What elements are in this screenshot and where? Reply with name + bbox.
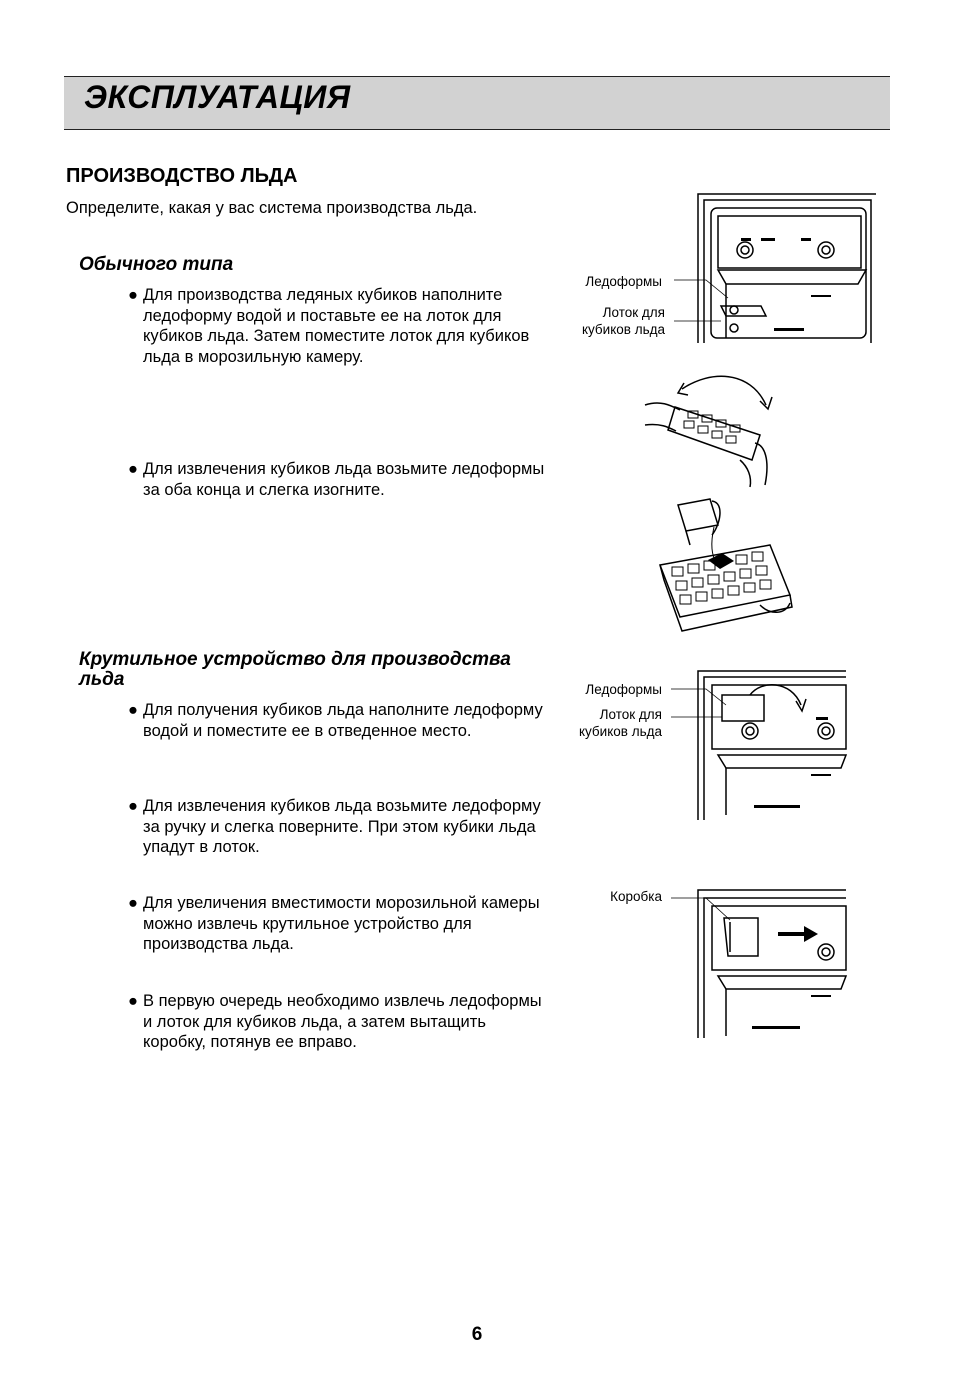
bend-ice-tray-icon — [640, 365, 780, 490]
label-box: Коробка — [610, 889, 662, 904]
twist-bullet-3: ● Для увеличения вместимости морозильной камеры можно извлечь крутильное устройство для производства льда. — [128, 894, 540, 953]
ordinary-bullet-2: ● Для извлечения кубиков льда возьмите ледоформы за оба конца и слегка изогните. — [128, 460, 545, 499]
ordinary-bullet-1: ● Для производства ледяных кубиков наполните ледоформу водой и поставьте ее на лоток для кубиков льда. Затем поместите лоток для кубиков льда в морозильную камеру. — [128, 286, 530, 366]
bullet-dot: ● — [128, 992, 138, 1010]
label-ice-trays: Ледоформы — [585, 274, 662, 289]
twist-ice-maker-icon — [666, 665, 851, 825]
label-twist-tray-tray: Лоток для кубиков льда — [578, 707, 662, 739]
page-number: 6 — [471, 1324, 483, 1345]
section-title: ПРОИЗВОДСТВО ЛЬДА — [66, 165, 298, 187]
bullet-dot: ● — [128, 797, 138, 815]
label-ice-tray-tray: Лоток для кубиков льда — [581, 305, 665, 337]
remove-box-icon — [666, 886, 851, 1041]
page-title: ЭКСПЛУАТАЦИЯ — [84, 79, 351, 115]
twist-bullet-4: ● В первую очередь необходимо извлечь ледоформы и лоток для кубиков льда, а затем вытащить коробку, потянув ее вправо. — [128, 992, 542, 1051]
bullet-dot: ● — [128, 460, 138, 478]
twist-bullet-1: ● Для получения кубиков льда наполните ледоформу водой и поместите ее в отведенное место. — [128, 701, 543, 740]
label-twist-ice-trays: Ледоформы — [585, 682, 662, 697]
subsection-twist-title: Крутильное устройство для производства льда — [79, 649, 511, 690]
subsection-ordinary-title: Обычного типа — [79, 254, 234, 275]
fill-ice-tray-icon — [650, 495, 800, 635]
bullet-dot: ● — [128, 701, 138, 719]
bullet-dot: ● — [128, 286, 138, 304]
freezer-illustration-icon — [666, 188, 881, 348]
section-intro: Определите, какая у вас система производства льда. — [66, 199, 478, 217]
twist-bullet-2: ● Для извлечения кубиков льда возьмите ледоформу за ручку и слегка поверните. При этом кубики льда упадут в лоток. — [128, 797, 541, 856]
bullet-dot: ● — [128, 894, 138, 912]
